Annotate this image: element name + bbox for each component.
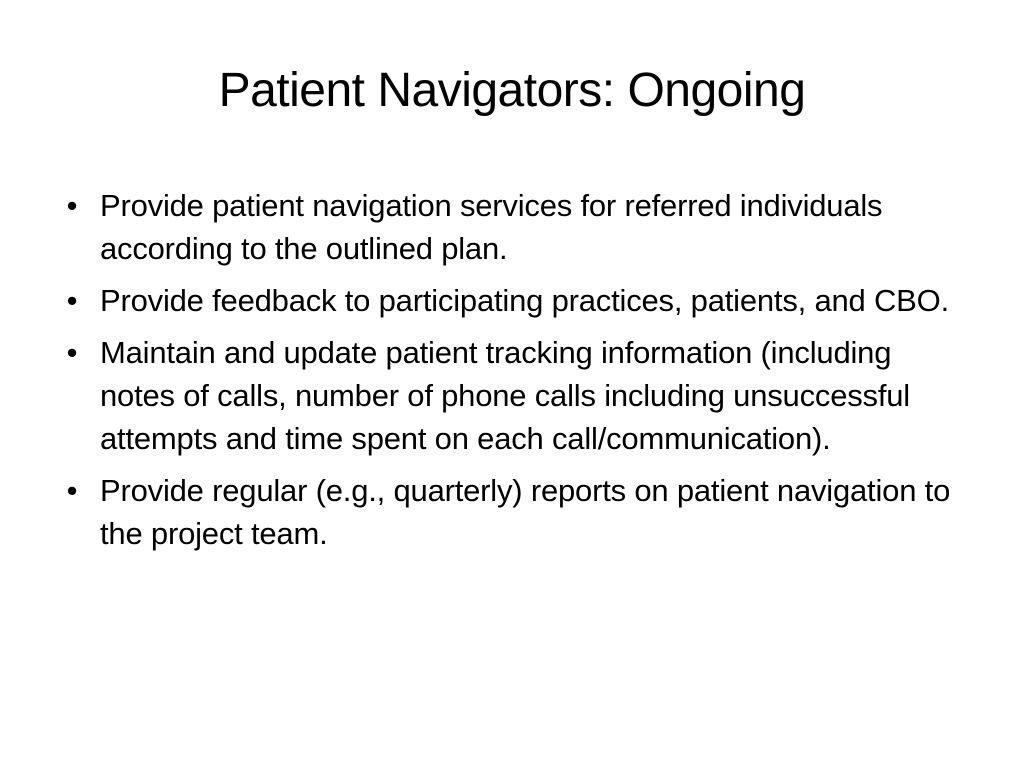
bullet-text: Provide patient navigation services for referred individuals according to the outlined plan. [100, 188, 883, 266]
slide-title: Patient Navigators: Ongoing [218, 64, 806, 117]
bullet-item [62, 331, 967, 460]
bullet-dot-icon: • [66, 188, 78, 223]
bullet-text: Provide regular (e.g., quarterly) reports on patient navigation to the project team. [100, 473, 951, 551]
bullet-list [62, 184, 967, 564]
bullet-dot-icon: • [66, 473, 78, 508]
bullet-item [62, 469, 967, 555]
bullet-dot-icon: • [66, 335, 78, 370]
bullet-text: Maintain and update patient tracking information (including notes of calls, number of phone calls including unsuccessful attempts and time spent on each call/communication). [100, 335, 910, 456]
bullet-item [62, 184, 967, 270]
bullet-text: Provide feedback to participating practices, patients, and CBO. [100, 283, 949, 318]
bullet-item [62, 279, 967, 322]
bullet-dot-icon: • [66, 283, 78, 318]
